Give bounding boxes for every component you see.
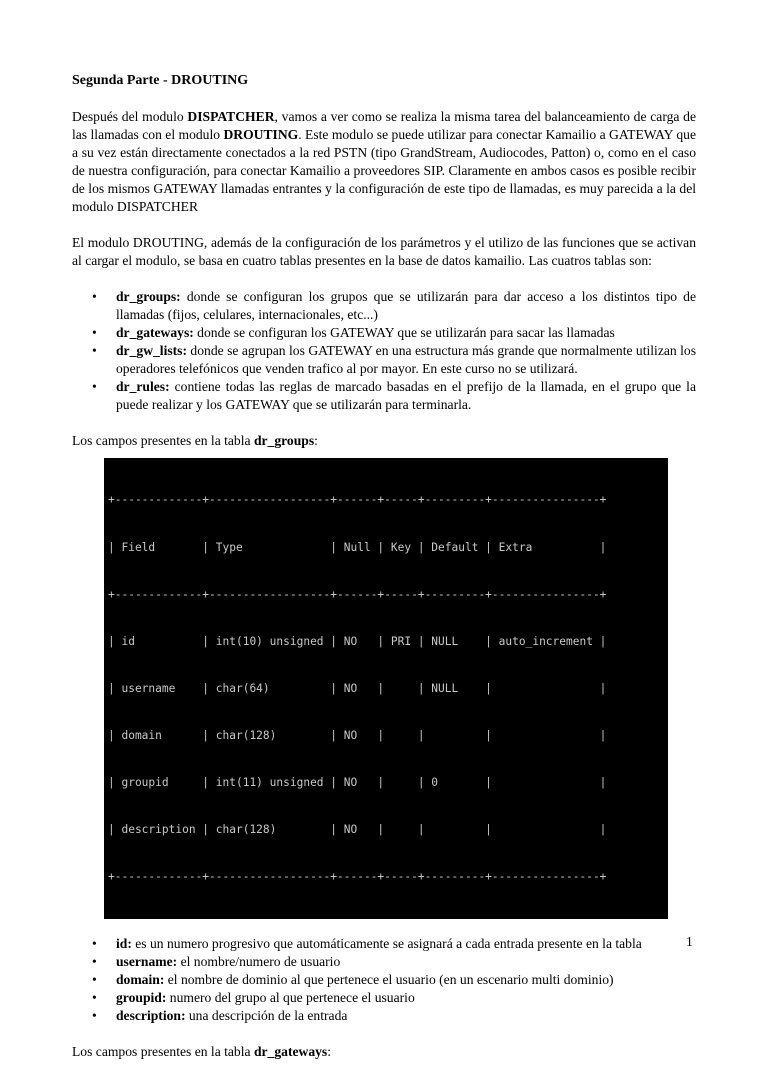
terminal-line: +-------------+------------------+------+-----+---------+----------------+	[108, 587, 607, 601]
intro-bold-drouting: DROUTING	[223, 127, 299, 142]
fields-list	[72, 935, 696, 1025]
bullet-icon: •	[92, 936, 97, 952]
campos-gateways-caption	[72, 1043, 696, 1061]
list-item	[72, 342, 696, 378]
terminal-line: | groupid | int(11) unsigned | NO | | 0 | |	[108, 775, 607, 789]
list-item-term: groupid:	[116, 990, 167, 1006]
terminal-table-screenshot	[104, 458, 668, 919]
terminal-line: | id | int(10) unsigned | NO | PRI | NULL | auto_increment |	[108, 634, 607, 648]
document-page	[72, 72, 696, 1079]
tables-paragraph: El modulo DROUTING, además de la configuración de los parámetros y el utilizo de las funciones que se activan al cargar el modulo, se basa en cuatro tablas presentes en la base de datos kamailio. Las cuatros tablas son:	[72, 235, 696, 268]
caption-prefix: Los campos presentes en la tabla	[72, 433, 254, 448]
list-item-desc: una descripción de la entrada	[185, 1008, 348, 1024]
bullet-icon: •	[92, 990, 97, 1006]
list-item-desc: contiene todas las reglas de marcado basadas en el prefijo de la llamada, en el grupo que la puede realizar y los GATEWAY que se utilizarán para terminarla.	[116, 379, 696, 412]
intro-text-3: . Este modulo se puede utilizar para conectar Kamailio a GATEWAY que a su vez están directamente conectados a la red PSTN (tipo GrandStream, Audiocodes, Patton) o, como en el caso de nuestra configuración, para conectar Kamailio a proveedores SIP. Claramente en ambos casos es posible recibir de los mismos GATEWAY llamadas entrantes y la configuración de este tipo de llamadas, es muy parecida a la del modulo DISPATCHER	[72, 127, 696, 214]
list-item-term: description:	[116, 1008, 186, 1024]
terminal-line: | Field | Type | Null | Key | Default | Extra |	[108, 540, 607, 554]
page-number: 1	[686, 934, 693, 949]
intro-text-2: , vamos a ver como se realiza la misma tarea del balanceamiento de carga de las llamadas con el modulo	[72, 109, 696, 142]
bullet-icon: •	[92, 379, 97, 394]
bullet-icon: •	[92, 343, 97, 358]
list-item-term: dr_gw_lists:	[116, 343, 187, 358]
list-item-term: dr_groups:	[116, 289, 181, 304]
list-item	[72, 324, 696, 342]
section-title: Segunda Parte - DROUTING	[72, 73, 249, 88]
list-item-term: id:	[116, 936, 132, 952]
bullet-icon: •	[92, 972, 97, 988]
list-item	[72, 288, 696, 324]
tables-list	[72, 288, 696, 414]
intro-bold-dispatcher: DISPATCHER	[187, 109, 275, 124]
terminal-line: | domain | char(128) | NO | | | |	[108, 728, 607, 742]
terminal-line: +-------------+------------------+------+-----+---------+----------------+	[108, 870, 607, 884]
list-item	[72, 989, 696, 1007]
caption-table-name: dr_gateways	[253, 1044, 328, 1060]
bullet-icon: •	[92, 289, 97, 304]
bullet-icon: •	[92, 1008, 97, 1024]
list-item	[72, 953, 696, 971]
list-item-desc: donde se configuran los grupos que se utilizarán para dar acceso a los distintos tipo de llamadas (fijos, celulares, internacionales, etc...)	[116, 289, 696, 322]
list-item	[72, 1007, 696, 1025]
list-item-desc: es un numero progresivo que automáticamente se asignará a cada entrada presente en la tabla	[131, 936, 642, 952]
list-item	[72, 971, 696, 989]
caption-suffix: :	[327, 1044, 331, 1060]
caption-table-name: dr_groups	[253, 433, 315, 448]
list-item-desc: donde se agrupan los GATEWAY en una estructura más grande que normalmente utilizan los operadores telefónicos que venden trafico al por mayor. En este curso no se utilizará.	[116, 343, 696, 376]
terminal-line: | username | char(64) | NO | | NULL | |	[108, 681, 607, 695]
list-item-term: dr_rules:	[116, 379, 170, 394]
campos-groups-caption	[72, 432, 696, 450]
list-item-desc: el nombre/numero de usuario	[177, 954, 341, 970]
list-item	[72, 378, 696, 414]
terminal-line: | description | char(128) | NO | | | |	[108, 823, 607, 837]
bullet-icon: •	[92, 954, 97, 970]
list-item-desc: numero del grupo al que pertenece el usuario	[166, 990, 415, 1006]
bullet-icon: •	[92, 325, 97, 340]
list-item-desc: donde se configuran los GATEWAY que se utilizarán para sacar las llamadas	[193, 325, 615, 340]
caption-suffix: :	[314, 433, 318, 448]
caption-prefix: Los campos presentes en la tabla	[72, 1044, 254, 1060]
list-item-desc: el nombre de dominio al que pertenece el usuario (en un escenario multi dominio)	[164, 972, 614, 988]
intro-text-1: Después del modulo	[72, 109, 188, 124]
list-item-term: domain:	[116, 972, 165, 988]
list-item	[72, 935, 696, 953]
intro-paragraph	[72, 108, 696, 216]
list-item-term: dr_gateways:	[116, 325, 194, 340]
list-item-term: username:	[116, 954, 178, 970]
terminal-line: +-------------+------------------+------+-----+---------+----------------+	[108, 493, 607, 507]
